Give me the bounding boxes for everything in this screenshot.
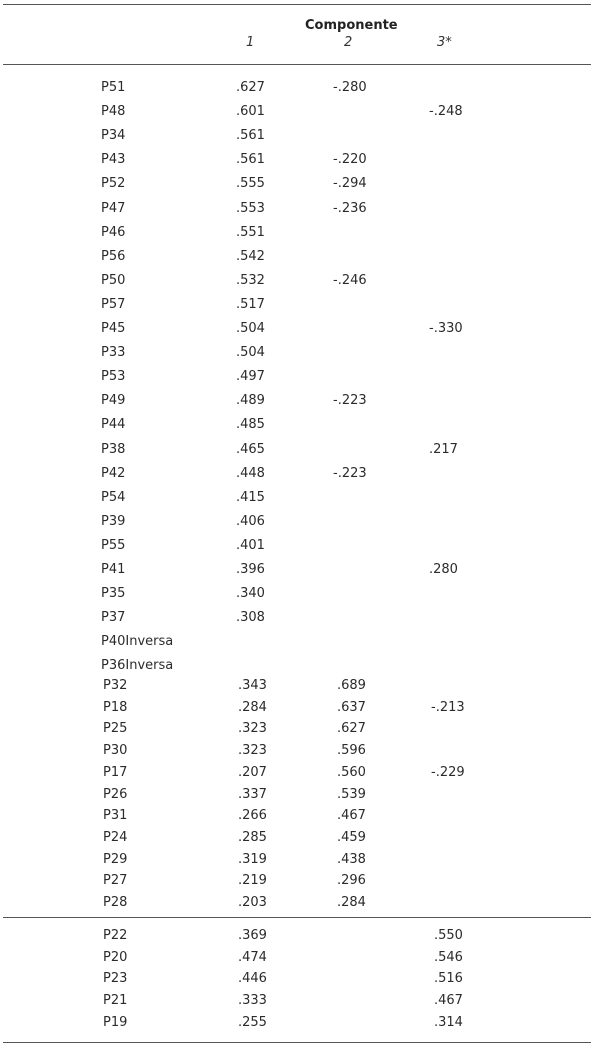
value-component-1: .474 bbox=[238, 950, 267, 965]
value-component-3: -.213 bbox=[431, 700, 465, 715]
value-component-1: .415 bbox=[236, 490, 265, 505]
value-component-2: .689 bbox=[337, 678, 366, 693]
value-component-1: .340 bbox=[236, 586, 265, 601]
item-label: P25 bbox=[103, 721, 128, 736]
value-component-1: .465 bbox=[236, 442, 265, 457]
value-component-1: .555 bbox=[236, 176, 265, 191]
value-component-1: .343 bbox=[238, 678, 267, 693]
value-component-1: .532 bbox=[236, 273, 265, 288]
value-component-1: .561 bbox=[236, 152, 265, 167]
column-header-1: 1 bbox=[246, 35, 255, 50]
value-component-1: .448 bbox=[236, 466, 265, 481]
table-bottom-rule bbox=[3, 1042, 591, 1043]
value-component-2: .459 bbox=[337, 830, 366, 845]
value-component-3: .280 bbox=[429, 562, 458, 577]
item-label: P56 bbox=[101, 249, 126, 264]
item-label: P48 bbox=[101, 104, 126, 119]
value-component-1: .561 bbox=[236, 128, 265, 143]
item-label: P29 bbox=[103, 852, 128, 867]
item-label: P19 bbox=[103, 1015, 128, 1030]
header-rule bbox=[3, 64, 591, 65]
value-component-2: .296 bbox=[337, 873, 366, 888]
item-label: P43 bbox=[101, 152, 126, 167]
value-component-1: .323 bbox=[238, 721, 267, 736]
value-component-1: .485 bbox=[236, 417, 265, 432]
item-label: P39 bbox=[101, 514, 126, 529]
value-component-1: .285 bbox=[238, 830, 267, 845]
item-label: P53 bbox=[101, 369, 126, 384]
value-component-3: -.248 bbox=[429, 104, 463, 119]
item-label: P57 bbox=[101, 297, 126, 312]
item-label: P18 bbox=[103, 700, 128, 715]
value-component-2: .627 bbox=[337, 721, 366, 736]
value-component-1: .504 bbox=[236, 321, 265, 336]
item-label: P22 bbox=[103, 928, 128, 943]
value-component-2: .560 bbox=[337, 765, 366, 780]
value-component-3: .217 bbox=[429, 442, 458, 457]
item-label: P35 bbox=[101, 586, 126, 601]
value-component-1: .308 bbox=[236, 610, 265, 625]
item-label: P42 bbox=[101, 466, 126, 481]
value-component-1: .551 bbox=[236, 225, 265, 240]
value-component-1: .553 bbox=[236, 201, 265, 216]
value-component-2: .637 bbox=[337, 700, 366, 715]
value-component-2: -.294 bbox=[333, 176, 367, 191]
item-label: P38 bbox=[101, 442, 126, 457]
value-component-1: .369 bbox=[238, 928, 267, 943]
item-label: P51 bbox=[101, 80, 126, 95]
item-label: P32 bbox=[103, 678, 128, 693]
value-component-2: .539 bbox=[337, 787, 366, 802]
value-component-1: .203 bbox=[238, 895, 267, 910]
item-label: P20 bbox=[103, 950, 128, 965]
item-label: P41 bbox=[101, 562, 126, 577]
item-label: P30 bbox=[103, 743, 128, 758]
item-label: P23 bbox=[103, 971, 128, 986]
value-component-3: .546 bbox=[434, 950, 463, 965]
group-separator-rule bbox=[3, 917, 591, 918]
value-component-2: .596 bbox=[337, 743, 366, 758]
value-component-1: .406 bbox=[236, 514, 265, 529]
item-label: P36Inversa bbox=[101, 658, 174, 673]
item-label: P50 bbox=[101, 273, 126, 288]
value-component-2: -.223 bbox=[333, 466, 367, 481]
value-component-3: .516 bbox=[434, 971, 463, 986]
header-title: Componente bbox=[305, 18, 398, 33]
value-component-1: .337 bbox=[238, 787, 267, 802]
value-component-1: .333 bbox=[238, 993, 267, 1008]
value-component-2: .284 bbox=[337, 895, 366, 910]
value-component-1: .323 bbox=[238, 743, 267, 758]
value-component-1: .266 bbox=[238, 808, 267, 823]
column-header-2: 2 bbox=[344, 35, 353, 50]
item-label: P28 bbox=[103, 895, 128, 910]
item-label: P55 bbox=[101, 538, 126, 553]
value-component-2: -.246 bbox=[333, 273, 367, 288]
value-component-1: .401 bbox=[236, 538, 265, 553]
item-label: P52 bbox=[101, 176, 126, 191]
value-component-1: .207 bbox=[238, 765, 267, 780]
value-component-1: .396 bbox=[236, 562, 265, 577]
item-label: P31 bbox=[103, 808, 128, 823]
item-label: P44 bbox=[101, 417, 126, 432]
item-label: P45 bbox=[101, 321, 126, 336]
value-component-1: .489 bbox=[236, 393, 265, 408]
item-label: P26 bbox=[103, 787, 128, 802]
item-label: P49 bbox=[101, 393, 126, 408]
value-component-3: .550 bbox=[434, 928, 463, 943]
value-component-1: .284 bbox=[238, 700, 267, 715]
item-label: P40Inversa bbox=[101, 634, 174, 649]
value-component-1: .497 bbox=[236, 369, 265, 384]
column-header-3: 3* bbox=[437, 35, 452, 50]
item-label: P17 bbox=[103, 765, 128, 780]
value-component-3: .467 bbox=[434, 993, 463, 1008]
value-component-2: .438 bbox=[337, 852, 366, 867]
value-component-3: -.330 bbox=[429, 321, 463, 336]
value-component-1: .601 bbox=[236, 104, 265, 119]
table-top-rule bbox=[3, 4, 591, 5]
value-component-2: .467 bbox=[337, 808, 366, 823]
item-label: P54 bbox=[101, 490, 126, 505]
value-component-1: .255 bbox=[238, 1015, 267, 1030]
value-component-1: .504 bbox=[236, 345, 265, 360]
value-component-2: -.280 bbox=[333, 80, 367, 95]
item-label: P33 bbox=[101, 345, 126, 360]
value-component-1: .627 bbox=[236, 80, 265, 95]
item-label: P46 bbox=[101, 225, 126, 240]
item-label: P21 bbox=[103, 993, 128, 1008]
value-component-2: -.220 bbox=[333, 152, 367, 167]
item-label: P47 bbox=[101, 201, 126, 216]
value-component-1: .517 bbox=[236, 297, 265, 312]
value-component-1: .319 bbox=[238, 852, 267, 867]
value-component-2: -.236 bbox=[333, 201, 367, 216]
value-component-1: .542 bbox=[236, 249, 265, 264]
value-component-2: -.223 bbox=[333, 393, 367, 408]
item-label: P24 bbox=[103, 830, 128, 845]
item-label: P27 bbox=[103, 873, 128, 888]
value-component-3: .314 bbox=[434, 1015, 463, 1030]
item-label: P34 bbox=[101, 128, 126, 143]
value-component-1: .446 bbox=[238, 971, 267, 986]
value-component-1: .219 bbox=[238, 873, 267, 888]
value-component-3: -.229 bbox=[431, 765, 465, 780]
item-label: P37 bbox=[101, 610, 126, 625]
